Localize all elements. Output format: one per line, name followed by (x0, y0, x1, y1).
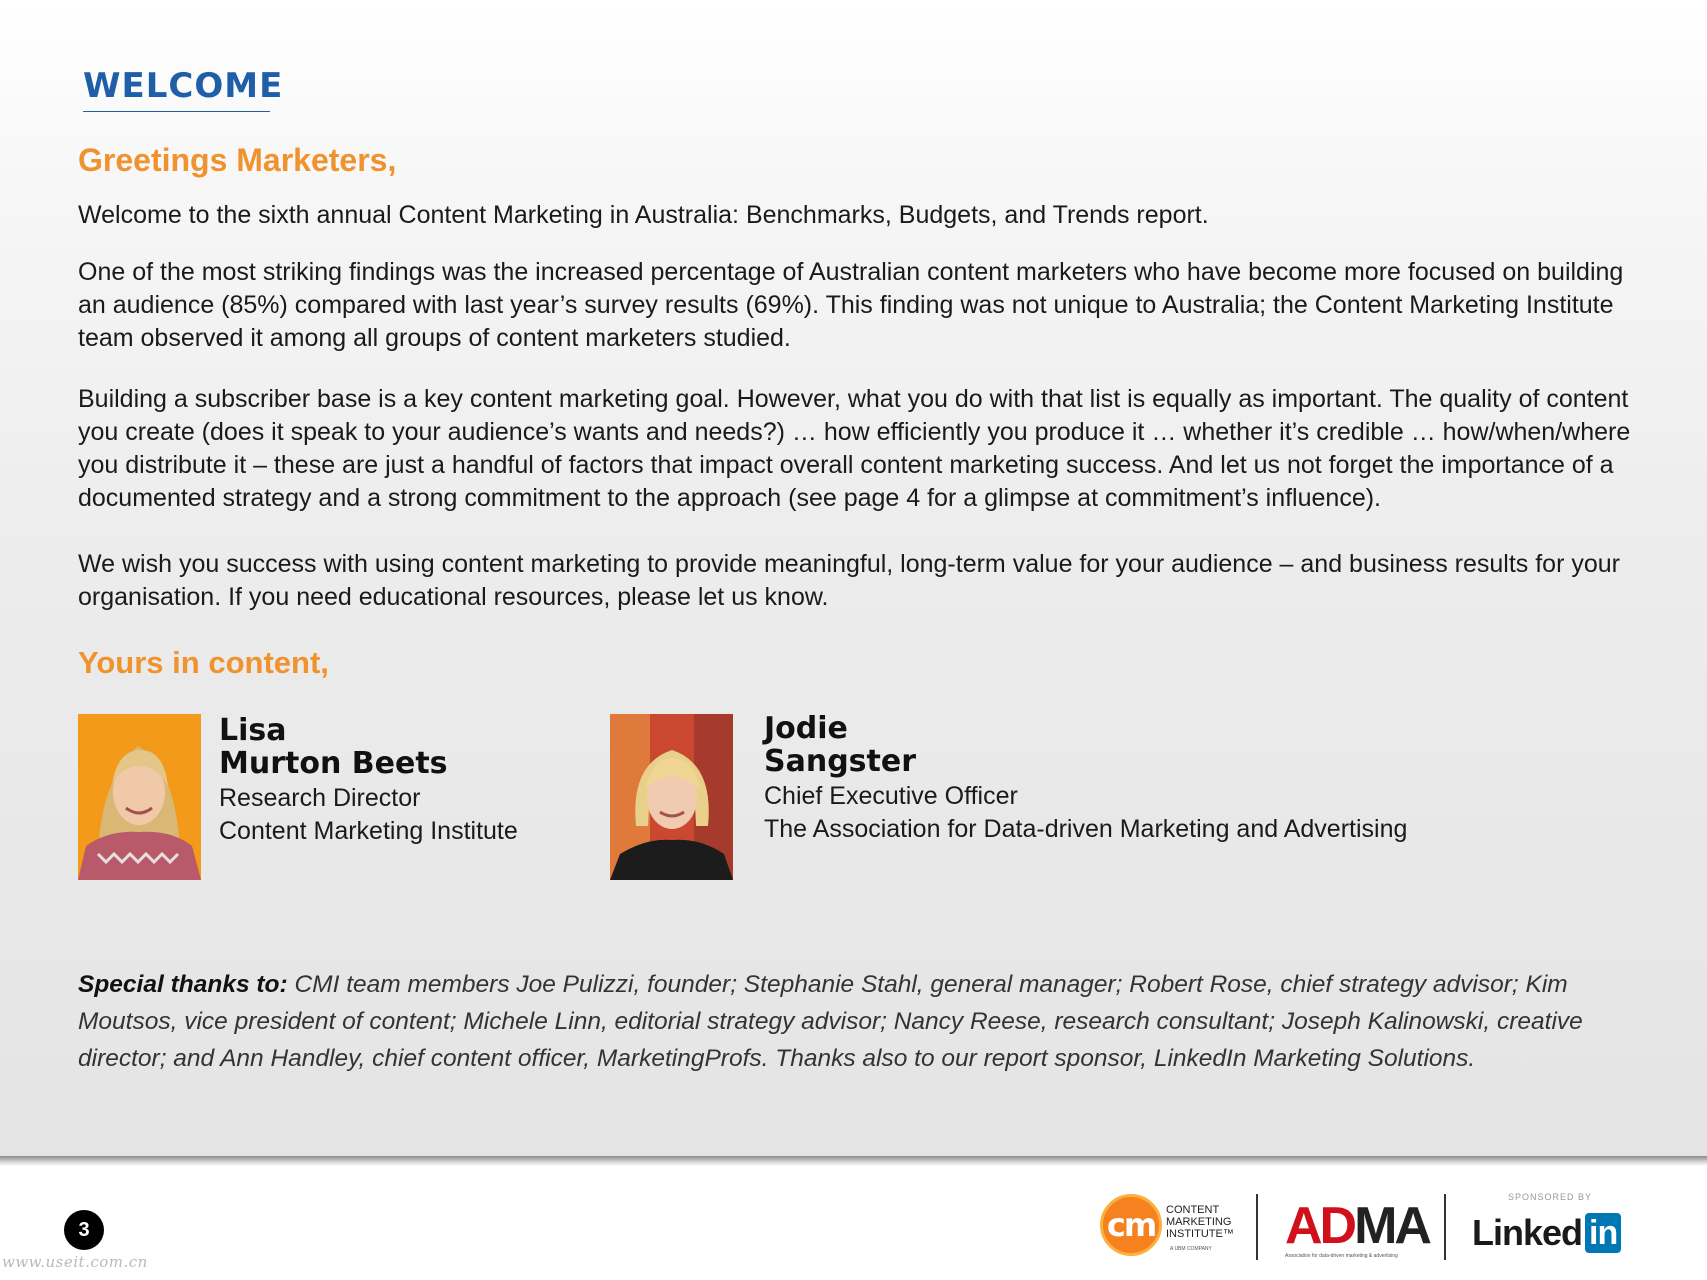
linkedin-logo (1472, 1192, 1622, 1262)
author-last-name: Sangster (764, 744, 917, 779)
author-first-name: Lisa (219, 713, 287, 748)
linkedin-in-icon: in (1585, 1213, 1621, 1253)
adma-logo-wordmark (1285, 1197, 1429, 1255)
logo-divider (1256, 1194, 1258, 1260)
linkedin-wordmark (1472, 1212, 1621, 1254)
special-thanks (78, 966, 1638, 1077)
adma-logo (1285, 1197, 1429, 1260)
findings-paragraph: One of the most striking findings was the increased percentage of Australian content marketers who have become more focused on building an audience (85%) compared with last year’s survey results (69%). This finding was not unique to Australia; the Content Marketing Institute team observed it among all groups of content marketers studied. (78, 258, 1624, 352)
cmi-logo-circle: cm (1100, 1194, 1162, 1256)
page-number: 3 (64, 1210, 104, 1250)
special-thanks-label: Special thanks to: (78, 971, 288, 998)
adma-logo-ad: AD (1285, 1197, 1355, 1255)
cmi-logo-line: MARKETING (1166, 1216, 1232, 1228)
linkedin-word: Linked (1472, 1212, 1583, 1253)
cmi-logo-line: INSTITUTE™ (1166, 1228, 1234, 1240)
cmi-logo-subtitle: A UBM COMPANY (1170, 1246, 1212, 1252)
cmi-logo-line: CONTENT (1166, 1204, 1220, 1216)
signoff-heading: Yours in content, (78, 645, 329, 680)
author-title: Chief Executive Officer (764, 782, 1018, 810)
cmi-logo-text (1166, 1204, 1234, 1240)
author-org: The Association for Data-driven Marketing and Advertising (764, 815, 1408, 843)
author-photo-jodie (610, 714, 733, 880)
title-underline (83, 111, 270, 112)
author-last-name: Murton Beets (219, 746, 448, 781)
page-title: WELCOME (83, 66, 284, 106)
strategy-paragraph: Building a subscriber base is a key content marketing goal. However, what you do with that list is equally as important. The quality of content you create (does it speak to your audience’s wants and needs?) … how efficiently you produce it … whether it’s credible … how/when/where you distribute it – these are just a handful of factors that impact overall content marketing success. And let us not forget the importance of a documented strategy and a strong commitment to the approach (see page 4 for a glimpse at commitment’s influence). (78, 385, 1631, 512)
footer-divider (0, 1156, 1707, 1166)
author-org: Content Marketing Institute (219, 817, 518, 845)
intro-paragraph: Welcome to the sixth annual Content Marketing in Australia: Benchmarks, Budgets, and Trends report. (78, 201, 1209, 229)
author-photo-lisa (78, 714, 201, 880)
adma-logo-tagline: Association for data-driven marketing & advertising (1285, 1253, 1398, 1259)
closing-paragraph: We wish you success with using content marketing to provide meaningful, long-term value for your audience – and business results for your organisation. If you need educational resources, please let us know. (78, 550, 1620, 611)
cmi-logo (1100, 1194, 1234, 1258)
logo-divider (1444, 1194, 1446, 1260)
special-thanks-text: CMI team members Joe Pulizzi, founder; Stephanie Stahl, general manager; Robert Rose, chief strategy advisor; Kim Moutsos, vice president of content; Michele Linn, editorial strategy advisor; Nancy Reese, research consultant; Joseph Kalinowski, creative director; and Ann Handley, chief content officer, MarketingProfs. Thanks also to our report sponsor, LinkedIn Marketing Solutions. (78, 971, 1583, 1072)
watermark-text: www.useit.com.cn (2, 1253, 148, 1271)
greeting-heading: Greetings Marketers, (78, 142, 397, 178)
adma-logo-ma: MA (1354, 1197, 1429, 1255)
author-first-name: Jodie (764, 711, 848, 746)
author-title: Research Director (219, 784, 421, 812)
sponsored-by-label: SPONSORED BY (1508, 1192, 1593, 1202)
